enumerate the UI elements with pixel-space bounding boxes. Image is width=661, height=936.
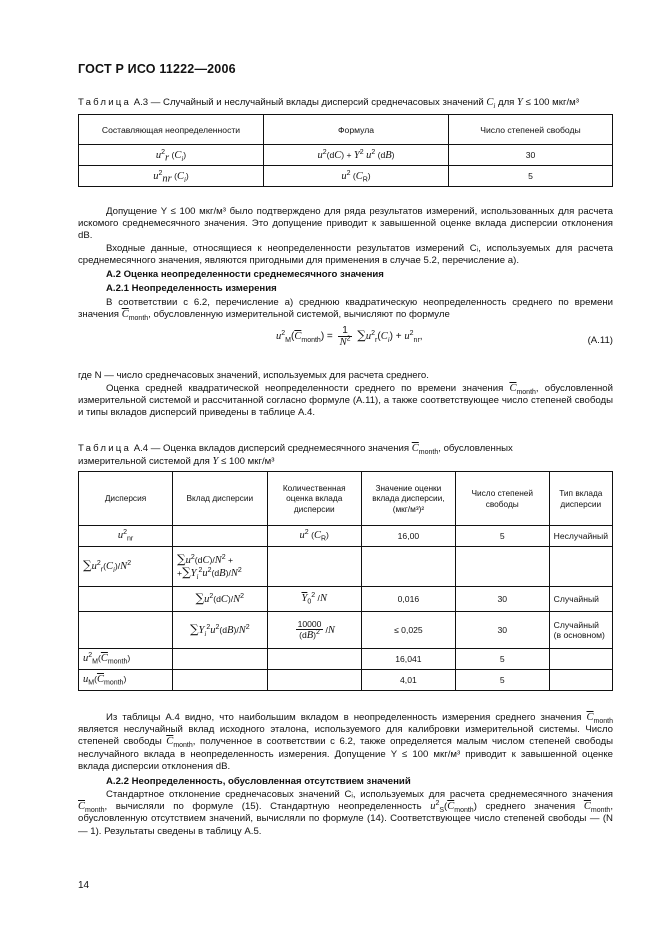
table-a3-caption: Таблица А.3 — Случайный и неслучайный вклады дисперсий среднечасовых значений $C_i$ для Y ≤ 100 мкг/м³ xyxy=(78,97,579,111)
heading-a22: А.2.2 Неопределенность, обусловленная отсутствием значений xyxy=(106,776,411,787)
table-a4-caption: Таблица А.4 — Оценка вкладов дисперсий среднемесячного значения $\overline{C}_{month}$, обусловленных xyxy=(78,443,513,456)
value-cell xyxy=(361,547,455,587)
table-a4-caption-line2: измерительной системой для Y ≤ 100 мкг/м³ xyxy=(78,456,275,467)
table-row: $\sum Y_i^2u^2(dB)/N^2$ $\frac{10000}{(dB)^2}$ /N ≤ 0,025 30 Случайный (в основном) xyxy=(79,612,613,649)
dof-cell: 5 xyxy=(455,670,549,691)
paragraph-estimate: Оценка средней квадратической неопределенности среднего по времени значения $\overline{C}_{month}$, обусловленной измерительной системой и рассчитанной согласно формуле (А.11), а также соответствующее число степеней свободы и типы вкладов дисперсий приведены в таблице А.4. xyxy=(78,383,613,419)
table-header: Составляющая неопределенности xyxy=(79,115,264,145)
table-header: Число степеней свободы xyxy=(455,472,549,526)
dof-cell: 30 xyxy=(455,612,549,649)
value-cell: 16,041 xyxy=(361,649,455,670)
type-cell: Неслучайный xyxy=(549,526,612,547)
table-row: $u^2_r$ $(C_i)$ $u^2(dC) + Y^2$ $u^2$ (dB) 30 xyxy=(79,145,613,166)
table-header: Число степеней свободы xyxy=(449,115,613,145)
heading-a2: А.2 Оценка неопределенности среднемесячного значения xyxy=(106,269,384,280)
equation-a11: $u^2_M(\overline{C}_{month})$ = $\frac{1}{N^2}$ $\sum u^2_r(C_i) + u^2_{nr}$, (А.11) xyxy=(276,325,613,348)
paragraph-where: где N — число среднечасовых значений, используемых для расчета среднего. xyxy=(78,370,429,381)
dof-cell: 5 xyxy=(455,526,549,547)
table-header: Дисперсия xyxy=(79,472,173,526)
type-cell xyxy=(549,670,612,691)
table-a3 xyxy=(78,114,613,187)
table-row: $u^2_{nr}$ $u^2$ $(C_R)$ 16,00 5 Неслучайный xyxy=(79,526,613,547)
table-header: Формула xyxy=(264,115,449,145)
table-row: $\sum u^2_r(C_i)/N^2$ $\sum u^2(dC)/N^2$ + $+\sum Y_i^2u^2(dB)/N^2$ xyxy=(79,547,613,587)
type-cell xyxy=(549,649,612,670)
paragraph-assumption: Допущение Y ≤ 100 мкг/м³ было подтверждено для ряда результатов измерений, использованных для расчета искомого среднемесячного значения. Это допущение приводит к завышенной оценке вклада дисперсии отклонения dB. xyxy=(78,206,613,242)
table-header: Количественная оценка вклада дисперсии xyxy=(267,472,361,526)
paragraph-conclusion: Из таблицы А.4 видно, что наибольшим вкладом в неопределенность измерения среднего значения $\overline{C}_{month}$ является неслучайный вклад исходного эталона, используемого для калибровки измерительной системы. Число степеней свободы $\overline{C}_{month}$, полученное в соответствии с 6.2, также определяется малым числом степеней свободы неслучайного вклада в неопределенность измерения. Допущение Y ≤ 100 мкг/м³ приводит к завышенной оценке вклада дисперсии отклонения dB. xyxy=(78,712,614,772)
paragraph-input-data: Входные данные, относящиеся к неопределенности результатов измерений Cᵢ, используемых для расчета среднемесячного значения, являются пригодными для применения в случае 5.2, перечисление а). xyxy=(78,243,613,267)
table-row: $u^2_{nr}$ $(C_i)$ $u^2$ $(C_R)$ 5 xyxy=(79,166,613,187)
heading-a21: А.2.1 Неопределенность измерения xyxy=(106,283,277,294)
value-cell: 16,00 xyxy=(361,526,455,547)
paragraph-missing-values: Стандартное отклонение среднечасовых значений Cᵢ, используемых для расчета среднемесячного значения $\overline{C}_{month}$, вычисляли по формуле (15). Стандартную неопределенность $u^2_S(\overline{C}_{month})$ среднего значения $\overline{C}_{month}$, обусловленную отсутствием значений, вычисляли по формуле (14). Соответствующее число степеней свободы — (N — 1). Результаты сведены в таблицу А.5. xyxy=(78,789,613,837)
dof-cell: 30 xyxy=(455,587,549,612)
page-number: 14 xyxy=(78,880,90,891)
table-row: $\sum u^2(dC)/N^2$ $\overline{Y}_0^2$ /N 0,016 30 Случайный xyxy=(79,587,613,612)
type-cell: Случайный (в основном) xyxy=(549,612,612,649)
table-a4 xyxy=(78,471,613,691)
table-row: $u^2_M(\overline{C}_{month})$ 16,041 5 xyxy=(79,649,613,670)
dof-cell: 5 xyxy=(449,166,613,187)
table-header: Тип вклада дисперсии xyxy=(549,472,612,526)
table-row: $u_M(\overline{C}_{month})$ 4,01 5 xyxy=(79,670,613,691)
document-header: ГОСТ Р ИСО 11222—2006 xyxy=(78,62,236,76)
dof-cell: 30 xyxy=(449,145,613,166)
type-cell: Случайный xyxy=(549,587,612,612)
paragraph-measurement: В соответствии с 6.2, перечисление а) среднюю квадратическую неопределенность среднего по времени значения $\overline{C}_{month}$, обусловленную измерительной системой, вычисляют по формуле xyxy=(78,297,613,323)
dof-cell xyxy=(455,547,549,587)
equation-number: (А.11) xyxy=(587,335,613,346)
table-header: Значение оценки вклада дисперсии, (мкг/м³)² xyxy=(361,472,455,526)
table-header: Вклад дисперсии xyxy=(173,472,267,526)
value-cell: ≤ 0,025 xyxy=(361,612,455,649)
value-cell: 4,01 xyxy=(361,670,455,691)
dof-cell: 5 xyxy=(455,649,549,670)
value-cell: 0,016 xyxy=(361,587,455,612)
type-cell xyxy=(549,547,612,587)
